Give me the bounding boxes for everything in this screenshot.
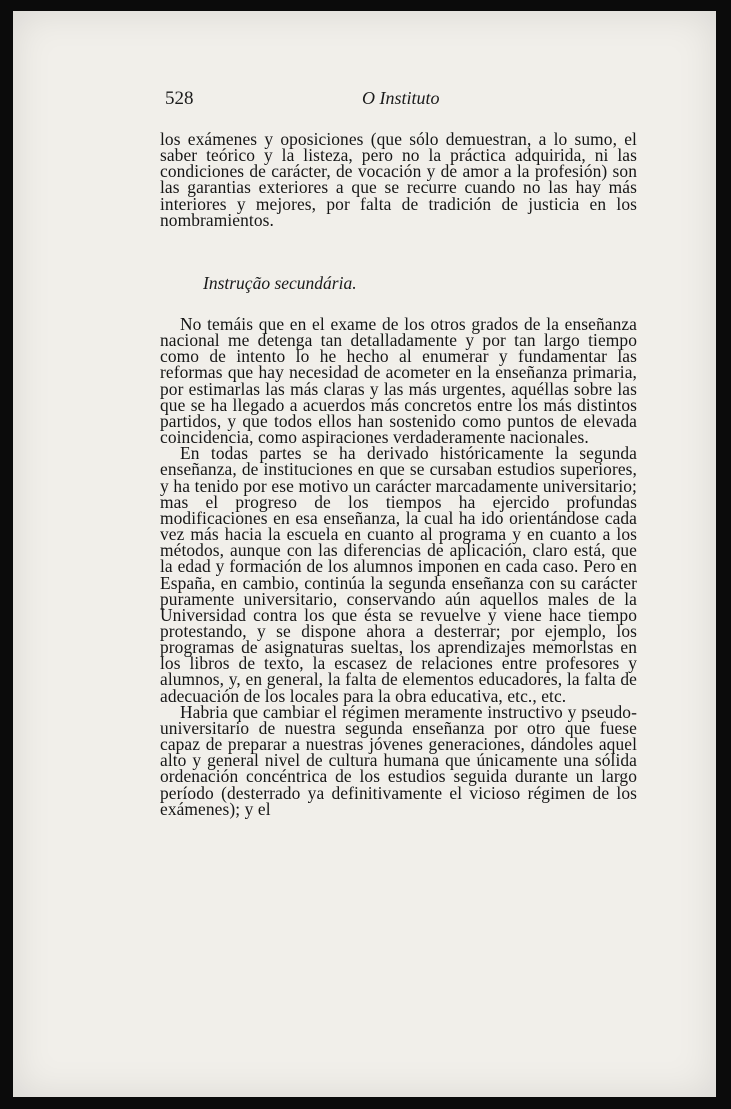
paragraph: En todas partes se ha derivado históricamente la segunda enseñanza, de instituciones en que se cursaban estudios superiores, y ha tenido por ese motivo un carácter marcadamente universitario; mas el progreso de los tiempos ha ejercido profundas modificaciones en esa enseñanza, la cual ha ido orientándose cada vez más hacia la escuela en cuanto al programa y en cuanto a los métodos, aunque con las diferencias de aplicación, claro está, que la edad y formación de los alumnos imponen en cada caso. Pero en España, en cambio, continúa la segunda enseñanza con su carácter puramente universitario, conservando aún aquellos males de la Universidad contra los que ésta se revuelve y viene hace tiempo protestando, y se dispone ahora a desterrar; por ejemplo, los programas de asignaturas sueltas, los aprendizajes memorlstas en los libros de texto, la escasez de relaciones entre profesores y alumnos, y, en general, la falta de elementos educadores, la falta de adecuación de los locales para la obra educativa, etc., etc. (160, 443, 637, 706)
page-number: 528 (165, 88, 194, 109)
section-body (160, 316, 637, 817)
section-heading: Instrução secundária. (203, 273, 357, 293)
continued-paragraph: los exámenes y oposiciones (que sólo demuestran, a lo sumo, el saber teórico y la listeza, pero no la práctica adquirida, ni las condiciones de carácter, de vocación y de amor a la profesión) son las garantias exteriores a que se recurre cuando no las hay más interiores y mejores, por falta de tradición de justicia en los nombramientos. (160, 129, 637, 230)
page-header (165, 88, 647, 112)
continued-paragraph-block (160, 131, 637, 228)
running-title: O Instituto (362, 88, 440, 108)
paragraph: Habria que cambiar el régimen meramente instructivo y pseudo-universitario de nuestra segunda enseñanza por otro que fuese capaz de preparar a nuestras jóvenes generaciones, dándoles aquel alto y general nivel de cultura humana que únicamente una sólida ordenación concéntrica de los estudios seguida durante un largo período (desterrado ya definitivamente el vicioso régimen de los exámenes); y el (160, 701, 637, 819)
paragraph: No temáis que en el exame de los otros grados de la enseñanza nacional me detenga tan detalladamente y por tan largo tiempo como de intento lo he hecho al enumerar y fundamentar las reformas que hay necesidad de acometer en la enseñanza primaria, por estimarlas las más claras y las más urgentes, aquéllas sobre las que se ha llegado a acuerdos más concretos entre los más distintos partidos, y que todos ellos han sostenido como puntos de elevada coincidencia, como aspiraciones verdaderamente nacionales. (160, 314, 637, 448)
